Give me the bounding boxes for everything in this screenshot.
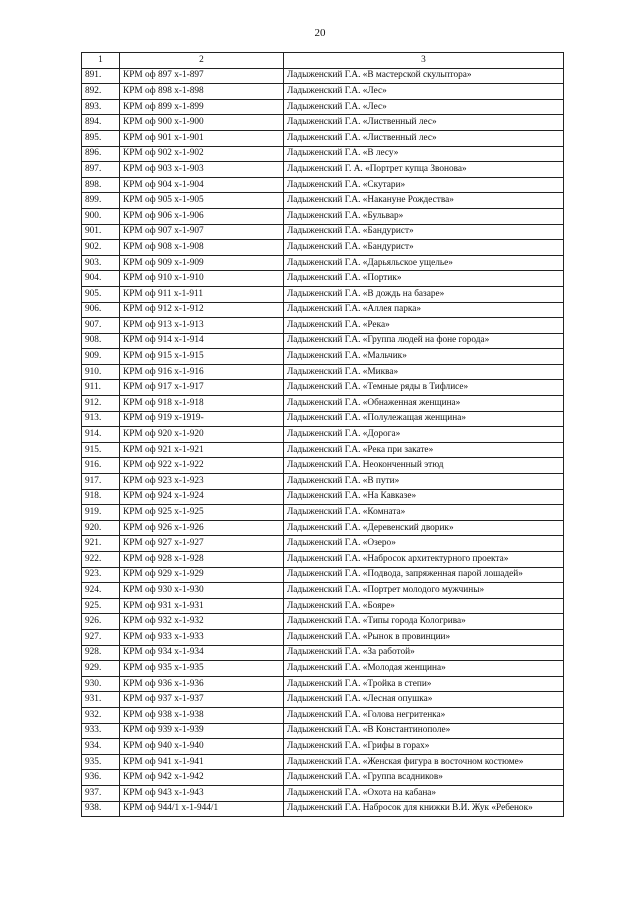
column-header-inventory: 2 (120, 53, 284, 69)
column-header-number: 1 (82, 53, 120, 69)
inventory-code-cell: КРМ оф 929 х-1-929 (120, 567, 284, 583)
artwork-description-cell: Ладыженский Г.А. «Дарьяльское ущелье» (284, 255, 564, 271)
inventory-code-cell: КРМ оф 920 х-1-920 (120, 427, 284, 443)
table-row (82, 208, 564, 224)
row-number-cell: 937. (82, 785, 120, 801)
row-number-cell: 909. (82, 349, 120, 365)
table-row (82, 474, 564, 490)
inventory-code-cell: КРМ оф 918 х-1-918 (120, 396, 284, 412)
inventory-code-cell: КРМ оф 928 х-1-928 (120, 552, 284, 568)
row-number-cell: 905. (82, 286, 120, 302)
table-row (82, 785, 564, 801)
table-row (82, 754, 564, 770)
table-row (82, 442, 564, 458)
inventory-code-cell: КРМ оф 908 х-1-908 (120, 240, 284, 256)
inventory-code-cell: КРМ оф 916 х-1-916 (120, 364, 284, 380)
artwork-description-cell: Ладыженский Г.А. «Лес» (284, 99, 564, 115)
table-row (82, 661, 564, 677)
table-row (82, 146, 564, 162)
row-number-cell: 912. (82, 396, 120, 412)
inventory-code-cell: КРМ оф 911 х-1-911 (120, 286, 284, 302)
row-number-cell: 908. (82, 333, 120, 349)
artwork-description-cell: Ладыженский Г.А. «Женская фигура в восточном костюме» (284, 754, 564, 770)
inventory-code-cell: КРМ оф 899 х-1-899 (120, 99, 284, 115)
table-row (82, 255, 564, 271)
row-number-cell: 926. (82, 614, 120, 630)
row-number-cell: 903. (82, 255, 120, 271)
inventory-code-cell: КРМ оф 926 х-1-926 (120, 520, 284, 536)
table-row (82, 505, 564, 521)
table-row (82, 520, 564, 536)
inventory-code-cell: КРМ оф 932 х-1-932 (120, 614, 284, 630)
artwork-description-cell: Ладыженский Г.А. «Полулежащая женщина» (284, 411, 564, 427)
row-number-cell: 895. (82, 130, 120, 146)
row-number-cell: 911. (82, 380, 120, 396)
row-number-cell: 921. (82, 536, 120, 552)
inventory-code-cell: КРМ оф 943 х-1-943 (120, 785, 284, 801)
table-row (82, 552, 564, 568)
table-row (82, 302, 564, 318)
artwork-description-cell: Ладыженский Г.А. «Молодая женщина» (284, 661, 564, 677)
row-number-cell: 919. (82, 505, 120, 521)
inventory-code-cell: КРМ оф 898 х-1-898 (120, 84, 284, 100)
row-number-cell: 930. (82, 676, 120, 692)
table-row (82, 333, 564, 349)
row-number-cell: 925. (82, 598, 120, 614)
artwork-description-cell: Ладыженский Г.А. «Набросок архитектурного проекта» (284, 552, 564, 568)
artwork-description-cell: Ладыженский Г.А. «Группа всадников» (284, 770, 564, 786)
artwork-description-cell: Ладыженский Г.А. «За работой» (284, 645, 564, 661)
table-body (82, 68, 564, 817)
table-header-row (82, 53, 564, 69)
table-row (82, 411, 564, 427)
artwork-description-cell: Ладыженский Г.А. «Типы города Кологрива» (284, 614, 564, 630)
inventory-code-cell: КРМ оф 930 х-1-930 (120, 583, 284, 599)
row-number-cell: 935. (82, 754, 120, 770)
artwork-description-cell: Ладыженский Г.А. «Грифы в горах» (284, 739, 564, 755)
artwork-description-cell: Ладыженский Г.А. «Озеро» (284, 536, 564, 552)
inventory-code-cell: КРМ оф 941 х-1-941 (120, 754, 284, 770)
artwork-description-cell: Ладыженский Г.А. «Комната» (284, 505, 564, 521)
table-row (82, 598, 564, 614)
inventory-code-cell: КРМ оф 923 х-1-923 (120, 474, 284, 490)
inventory-code-cell: КРМ оф 931 х-1-931 (120, 598, 284, 614)
table-row (82, 723, 564, 739)
artwork-description-cell: Ладыженский Г.А. «Обнаженная женщина» (284, 396, 564, 412)
table-row (82, 84, 564, 100)
table-row (82, 396, 564, 412)
row-number-cell: 936. (82, 770, 120, 786)
table-row (82, 193, 564, 209)
row-number-cell: 914. (82, 427, 120, 443)
inventory-code-cell: КРМ оф 919 х-1919- (120, 411, 284, 427)
table-row (82, 68, 564, 84)
table-row (82, 271, 564, 287)
artwork-description-cell: Ладыженский Г.А. «Аллея парка» (284, 302, 564, 318)
table-row (82, 177, 564, 193)
table-row (82, 801, 564, 817)
inventory-code-cell: КРМ оф 897 х-1-897 (120, 68, 284, 84)
row-number-cell: 920. (82, 520, 120, 536)
row-number-cell: 934. (82, 739, 120, 755)
table-row (82, 318, 564, 334)
table-row (82, 629, 564, 645)
row-number-cell: 897. (82, 162, 120, 178)
row-number-cell: 932. (82, 707, 120, 723)
artwork-description-cell: Ладыженский Г.А. «Лиственный лес» (284, 130, 564, 146)
row-number-cell: 929. (82, 661, 120, 677)
artwork-description-cell: Ладыженский Г.А. Неоконченный этюд (284, 458, 564, 474)
inventory-code-cell: КРМ оф 912 х-1-912 (120, 302, 284, 318)
table-row (82, 458, 564, 474)
page-number: 20 (314, 27, 326, 39)
inventory-code-cell: КРМ оф 915 х-1-915 (120, 349, 284, 365)
row-number-cell: 931. (82, 692, 120, 708)
inventory-code-cell: КРМ оф 909 х-1-909 (120, 255, 284, 271)
inventory-code-cell: КРМ оф 921 х-1-921 (120, 442, 284, 458)
table-row (82, 614, 564, 630)
table-row (82, 224, 564, 240)
row-number-cell: 938. (82, 801, 120, 817)
inventory-code-cell: КРМ оф 910 х-1-910 (120, 271, 284, 287)
inventory-code-cell: КРМ оф 900 х-1-900 (120, 115, 284, 131)
table-row (82, 427, 564, 443)
row-number-cell: 918. (82, 489, 120, 505)
table-row (82, 489, 564, 505)
table-row (82, 364, 564, 380)
row-number-cell: 927. (82, 629, 120, 645)
table-row (82, 130, 564, 146)
table-row (82, 286, 564, 302)
inventory-code-cell: КРМ оф 944/1 х-1-944/1 (120, 801, 284, 817)
row-number-cell: 913. (82, 411, 120, 427)
artwork-description-cell: Ладыженский Г.А. «Река при закате» (284, 442, 564, 458)
row-number-cell: 891. (82, 68, 120, 84)
row-number-cell: 907. (82, 318, 120, 334)
artwork-description-cell: Ладыженский Г.А. «Тройка в степи» (284, 676, 564, 692)
row-number-cell: 922. (82, 552, 120, 568)
inventory-code-cell: КРМ оф 917 х-1-917 (120, 380, 284, 396)
inventory-code-cell: КРМ оф 939 х-1-939 (120, 723, 284, 739)
column-header-description: 3 (284, 53, 564, 69)
row-number-cell: 904. (82, 271, 120, 287)
inventory-code-cell: КРМ оф 905 х-1-905 (120, 193, 284, 209)
artwork-description-cell: Ладыженский Г.А. «В дождь на базаре» (284, 286, 564, 302)
table-row (82, 99, 564, 115)
table-row (82, 692, 564, 708)
artwork-description-cell: Ладыженский Г.А. «Миква» (284, 364, 564, 380)
inventory-code-cell: КРМ оф 935 х-1-935 (120, 661, 284, 677)
inventory-code-cell: КРМ оф 925 х-1-925 (120, 505, 284, 521)
row-number-cell: 916. (82, 458, 120, 474)
table-row (82, 676, 564, 692)
row-number-cell: 924. (82, 583, 120, 599)
inventory-code-cell: КРМ оф 940 х-1-940 (120, 739, 284, 755)
table-row (82, 536, 564, 552)
inventory-code-cell: КРМ оф 903 х-1-903 (120, 162, 284, 178)
artwork-description-cell: Ладыженский Г. А. «Портрет купца Звонова» (284, 162, 564, 178)
artwork-description-cell: Ладыженский Г.А. «Подвода, запряженная парой лошадей» (284, 567, 564, 583)
row-number-cell: 928. (82, 645, 120, 661)
artwork-description-cell: Ладыженский Г.А. «Голова негритенка» (284, 707, 564, 723)
artwork-description-cell: Ладыженский Г.А. Набросок для книжки В.И. Жук «Ребенок» (284, 801, 564, 817)
inventory-code-cell: КРМ оф 933 х-1-933 (120, 629, 284, 645)
inventory-code-cell: КРМ оф 913 х-1-913 (120, 318, 284, 334)
table-row (82, 739, 564, 755)
artwork-description-cell: Ладыженский Г.А. «Лиственный лес» (284, 115, 564, 131)
table-row (82, 349, 564, 365)
artwork-description-cell: Ладыженский Г.А. «На Кавказе» (284, 489, 564, 505)
artwork-description-cell: Ладыженский Г.А. «Мальчик» (284, 349, 564, 365)
table-row (82, 707, 564, 723)
row-number-cell: 899. (82, 193, 120, 209)
inventory-code-cell: КРМ оф 927 х-1-927 (120, 536, 284, 552)
row-number-cell: 894. (82, 115, 120, 131)
row-number-cell: 923. (82, 567, 120, 583)
inventory-code-cell: КРМ оф 922 х-1-922 (120, 458, 284, 474)
artwork-description-cell: Ладыженский Г.А. «Охота на кабана» (284, 785, 564, 801)
inventory-code-cell: КРМ оф 901 х-1-901 (120, 130, 284, 146)
table-row (82, 240, 564, 256)
table-row (82, 115, 564, 131)
row-number-cell: 917. (82, 474, 120, 490)
row-number-cell: 896. (82, 146, 120, 162)
row-number-cell: 915. (82, 442, 120, 458)
table-row (82, 583, 564, 599)
artwork-description-cell: Ладыженский Г.А. «Скутари» (284, 177, 564, 193)
inventory-code-cell: КРМ оф 907 х-1-907 (120, 224, 284, 240)
artwork-description-cell: Ладыженский Г.А. «Портрет молодого мужчины» (284, 583, 564, 599)
inventory-code-cell: КРМ оф 914 х-1-914 (120, 333, 284, 349)
inventory-code-cell: КРМ оф 942 х-1-942 (120, 770, 284, 786)
artwork-description-cell: Ладыженский Г.А. «В Константинополе» (284, 723, 564, 739)
inventory-code-cell: КРМ оф 936 х-1-936 (120, 676, 284, 692)
inventory-code-cell: КРМ оф 938 х-1-938 (120, 707, 284, 723)
artwork-description-cell: Ладыженский Г.А. «Бандурист» (284, 240, 564, 256)
row-number-cell: 933. (82, 723, 120, 739)
artwork-description-cell: Ладыженский Г.А. «Дорога» (284, 427, 564, 443)
artwork-description-cell: Ладыженский Г.А. «Деревенский дворик» (284, 520, 564, 536)
row-number-cell: 902. (82, 240, 120, 256)
row-number-cell: 892. (82, 84, 120, 100)
artwork-description-cell: Ладыженский Г.А. «Портик» (284, 271, 564, 287)
artwork-description-cell: Ладыженский Г.А. «Река» (284, 318, 564, 334)
artwork-description-cell: Ладыженский Г.А. «В мастерской скульптора» (284, 68, 564, 84)
artwork-description-cell: Ладыженский Г.А. «Группа людей на фоне города» (284, 333, 564, 349)
inventory-code-cell: КРМ оф 924 х-1-924 (120, 489, 284, 505)
artwork-description-cell: Ладыженский Г.А. «В лесу» (284, 146, 564, 162)
row-number-cell: 910. (82, 364, 120, 380)
artwork-description-cell: Ладыженский Г.А. «Бояре» (284, 598, 564, 614)
artwork-description-cell: Ладыженский Г.А. «Темные ряды в Тифлисе» (284, 380, 564, 396)
inventory-code-cell: КРМ оф 906 х-1-906 (120, 208, 284, 224)
row-number-cell: 901. (82, 224, 120, 240)
inventory-code-cell: КРМ оф 934 х-1-934 (120, 645, 284, 661)
inventory-code-cell: КРМ оф 904 х-1-904 (120, 177, 284, 193)
artwork-description-cell: Ладыженский Г.А. «Лес» (284, 84, 564, 100)
inventory-code-cell: КРМ оф 902 х-1-902 (120, 146, 284, 162)
artwork-description-cell: Ладыженский Г.А. «В пути» (284, 474, 564, 490)
table-row (82, 645, 564, 661)
table-row (82, 567, 564, 583)
artwork-description-cell: Ладыженский Г.А. «Бульвар» (284, 208, 564, 224)
artwork-description-cell: Ладыженский Г.А. «Накануне Рождества» (284, 193, 564, 209)
artwork-description-cell: Ладыженский Г.А. «Лесная опушка» (284, 692, 564, 708)
row-number-cell: 900. (82, 208, 120, 224)
table-row (82, 770, 564, 786)
inventory-code-cell: КРМ оф 937 х-1-937 (120, 692, 284, 708)
row-number-cell: 898. (82, 177, 120, 193)
row-number-cell: 906. (82, 302, 120, 318)
row-number-cell: 893. (82, 99, 120, 115)
artwork-description-cell: Ладыженский Г.А. «Рынок в провинции» (284, 629, 564, 645)
table-row (82, 162, 564, 178)
table-row (82, 380, 564, 396)
artwork-description-cell: Ладыженский Г.А. «Бандурист» (284, 224, 564, 240)
registry-table (81, 52, 564, 817)
